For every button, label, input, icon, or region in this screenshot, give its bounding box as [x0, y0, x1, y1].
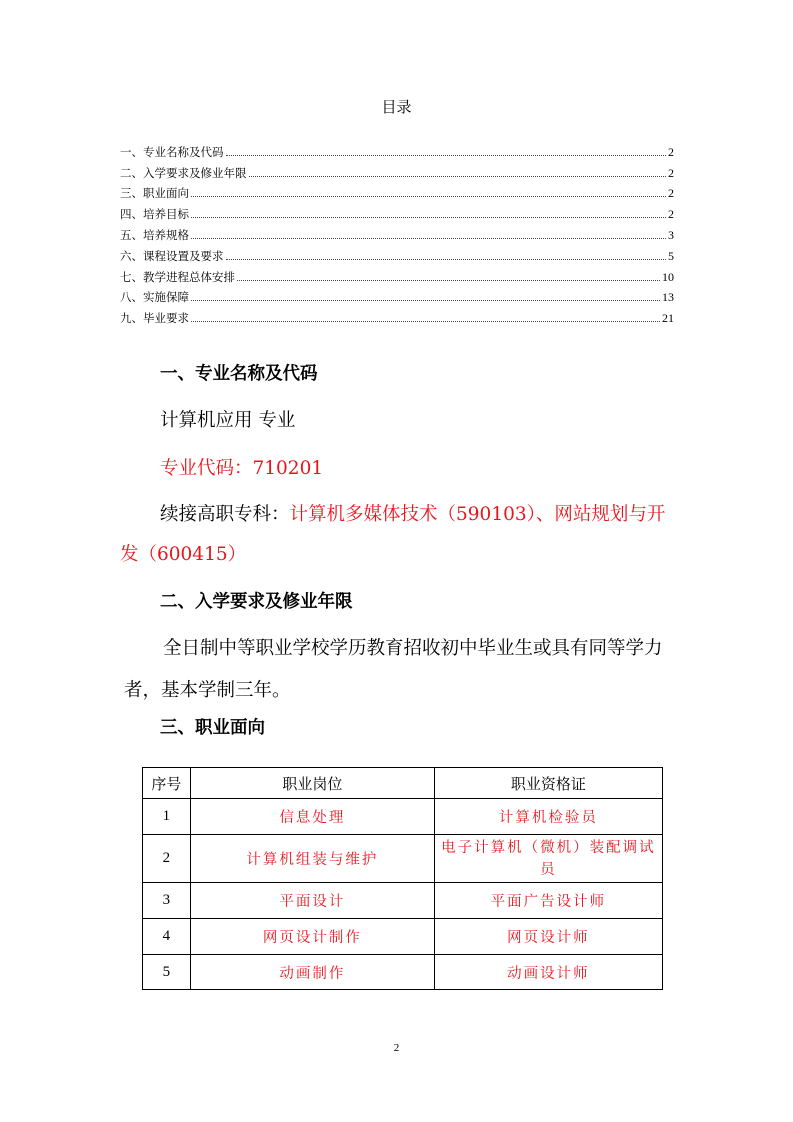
toc-entry[interactable]: [120, 160, 674, 181]
row-cert: 计算机检验员: [434, 799, 662, 835]
toc-entry[interactable]: [120, 305, 674, 326]
toc-leader-dots: [237, 279, 660, 281]
table-row: [143, 883, 663, 919]
continuation-line: [160, 500, 665, 526]
toc-entry-page: 5: [668, 248, 674, 263]
toc-entry-label: 二、入学要求及修业年限: [120, 165, 247, 180]
table-of-contents: [120, 139, 674, 326]
continuation-majors: 计算机多媒体技术（590103）、网站规划与开: [289, 504, 666, 525]
row-no: 1: [143, 799, 191, 835]
toc-entry-page: 2: [668, 165, 674, 180]
toc-entry-label: 八、实施保障: [120, 290, 189, 305]
table-header-row: [143, 768, 663, 799]
toc-entry[interactable]: [120, 264, 674, 285]
row-job: 动画制作: [190, 955, 434, 990]
admission-text-line2: 者，基本学制三年。: [124, 680, 291, 701]
toc-entry[interactable]: [120, 181, 674, 202]
toc-entry[interactable]: [120, 285, 674, 306]
toc-entry-label: 五、培养规格: [120, 227, 189, 242]
header-cert: 职业资格证: [434, 768, 662, 799]
section-heading-1: 一、专业名称及代码: [160, 364, 318, 384]
continuation-prefix: 续接高职专科：: [160, 504, 290, 525]
toc-entry[interactable]: [120, 222, 674, 243]
row-no: 5: [143, 955, 191, 990]
row-job: 网页设计制作: [190, 919, 434, 955]
major-code: 专业代码：710201: [160, 458, 324, 479]
toc-entry-label: 六、课程设置及要求: [120, 248, 224, 263]
row-cert: 电子计算机（微机）装配调试员: [434, 835, 662, 883]
toc-leader-dots: [191, 320, 660, 322]
toc-leader-dots: [191, 299, 660, 301]
toc-entry-page: 2: [668, 144, 674, 159]
row-job: 计算机组装与维护: [190, 835, 434, 883]
toc-leader-dots: [226, 154, 667, 156]
toc-entry-page: 2: [668, 186, 674, 201]
toc-title: 目录: [381, 98, 412, 116]
major-name: 计算机应用 专业: [160, 410, 296, 431]
admission-text-line1: 全日制中等职业学校学历教育招收初中毕业生或具有同等学力: [163, 638, 663, 659]
row-job: 平面设计: [190, 883, 434, 919]
row-no: 4: [143, 919, 191, 955]
toc-leader-dots: [191, 216, 666, 218]
page-number: 2: [393, 1042, 400, 1054]
career-table: [142, 767, 663, 990]
header-job: 职业岗位: [190, 768, 434, 799]
toc-entry-page: 2: [668, 207, 674, 222]
toc-entry-page: 21: [662, 311, 674, 326]
row-job: 信息处理: [190, 799, 434, 835]
row-no: 3: [143, 883, 191, 919]
table-row: [143, 919, 663, 955]
toc-leader-dots: [191, 237, 666, 239]
table-row: [143, 799, 663, 835]
toc-entry-label: 四、培养目标: [120, 207, 189, 222]
toc-entry-page: 13: [662, 290, 674, 305]
toc-entry-label: 三、职业面向: [120, 186, 189, 201]
toc-leader-dots: [249, 175, 667, 177]
row-cert: 动画设计师: [434, 955, 662, 990]
row-cert: 平面广告设计师: [434, 883, 662, 919]
toc-leader-dots: [226, 258, 667, 260]
toc-entry-page: 3: [668, 227, 674, 242]
row-cert: 网页设计师: [434, 919, 662, 955]
header-no: 序号: [143, 768, 191, 799]
toc-entry-label: 七、教学进程总体安排: [120, 269, 235, 284]
toc-leader-dots: [191, 195, 666, 197]
toc-entry[interactable]: [120, 201, 674, 222]
section-heading-3: 三、职业面向: [160, 718, 265, 738]
toc-entry[interactable]: [120, 243, 674, 264]
toc-entry[interactable]: [120, 139, 674, 160]
toc-entry-page: 10: [662, 269, 674, 284]
row-no: 2: [143, 835, 191, 883]
table-row: [143, 835, 663, 883]
section-heading-2: 二、入学要求及修业年限: [160, 592, 353, 612]
continuation-majors-wrap: 发（600415）: [120, 544, 247, 565]
table-row: [143, 955, 663, 990]
toc-entry-label: 九、毕业要求: [120, 311, 189, 326]
toc-entry-label: 一、专业名称及代码: [120, 144, 224, 159]
